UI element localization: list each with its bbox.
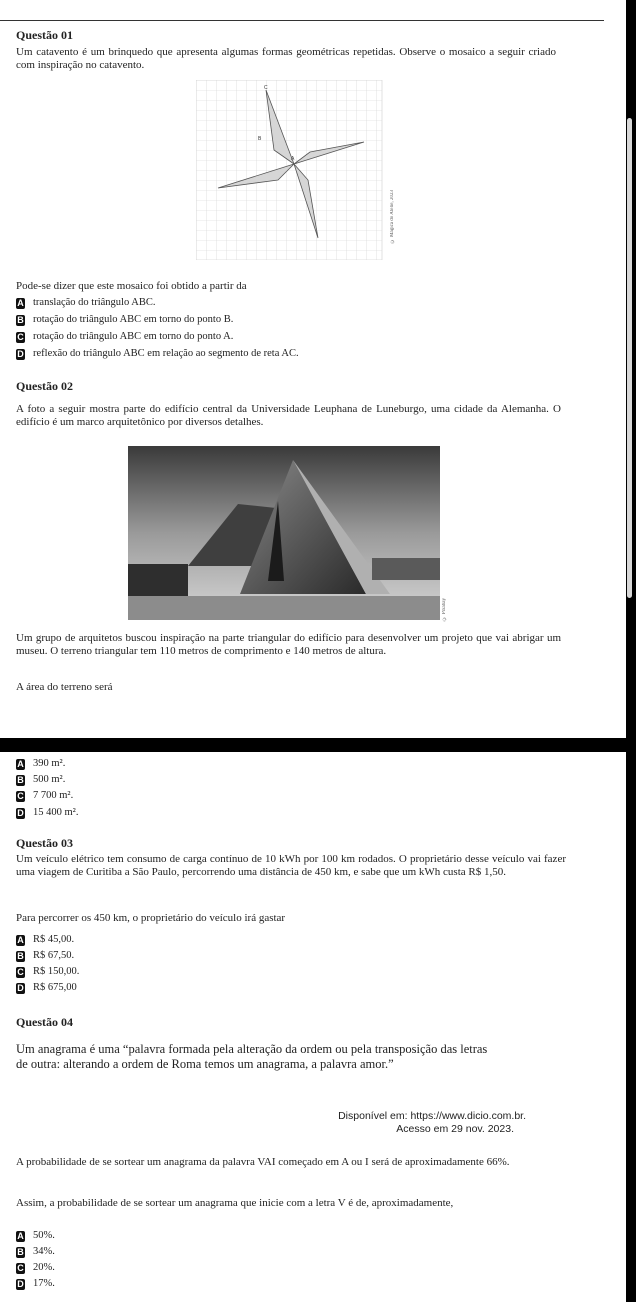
- question-01-intro: Um catavento é um brinquedo que apresenta algumas formas geométricas repetidas. Observe o mosaico a seguir criado com inspiração no catavento.: [16, 46, 556, 71]
- question-04-prompt: Assim, a probabilidade de se sortear um anagrama que inicie com a letra V é de, aproximadamente,: [16, 1197, 454, 1209]
- page-2: [0, 752, 626, 1302]
- option-c[interactable]: [16, 331, 233, 343]
- question-01-title: Questão 01: [16, 28, 73, 42]
- option-c[interactable]: [16, 790, 73, 802]
- option-letter: D: [17, 1279, 24, 1289]
- point-a-label: A: [291, 156, 295, 162]
- top-divider: [0, 20, 604, 21]
- option-a[interactable]: [16, 758, 65, 770]
- option-text: 50%.: [33, 1230, 55, 1241]
- option-text: rotação do triângulo ABC em torno do ponto B.: [33, 314, 234, 325]
- right-building: [372, 558, 440, 580]
- option-d[interactable]: [16, 348, 299, 360]
- option-b[interactable]: [16, 774, 65, 786]
- option-letter: C: [17, 332, 24, 342]
- scrollbar[interactable]: [627, 118, 632, 598]
- source-line-2: Acesso em 29 nov. 2023.: [396, 1123, 514, 1135]
- source-line-1: Disponível em: https://www.dicio.com.br.: [338, 1110, 526, 1122]
- figure-caption: © Mágica do Ateliê, 2023: [390, 190, 395, 244]
- option-text: R$ 45,00.: [33, 934, 75, 945]
- point-c-label: C: [264, 85, 268, 91]
- question-03-prompt: Para percorrer os 450 km, o proprietário do veículo irá gastar: [16, 912, 286, 924]
- option-letter: C: [17, 791, 24, 801]
- option-b[interactable]: [16, 314, 233, 326]
- plaza: [128, 596, 440, 620]
- question-04-body: A probabilidade de se sortear um anagrama da palavra VAI começado em A ou I será de aproximadamente 66%.: [16, 1156, 510, 1168]
- option-letter: A: [17, 298, 24, 308]
- option-text: R$ 67,50.: [33, 950, 75, 961]
- option-letter: C: [17, 1263, 24, 1273]
- option-d[interactable]: [16, 1278, 55, 1290]
- option-c[interactable]: [16, 1262, 55, 1274]
- option-text: 7 700 m².: [33, 790, 74, 801]
- option-text: 20%.: [33, 1262, 55, 1273]
- grid-background: [196, 80, 382, 260]
- option-d[interactable]: [16, 982, 77, 994]
- question-02-title: Questão 02: [16, 379, 73, 393]
- option-d[interactable]: [16, 807, 78, 819]
- question-03-intro: Um veículo elétrico tem consumo de carga contínuo de 10 kWh por 100 km rodados. O proprietário desse veículo vai fazer uma viagem de Curitiba a São Paulo, percorrendo uma distância de 450 km, e sabe que um kWh custa R$ 1,50.: [16, 853, 566, 878]
- option-a[interactable]: [16, 934, 74, 946]
- option-c[interactable]: [16, 966, 79, 978]
- option-text: R$ 150,00.: [33, 966, 80, 977]
- option-a[interactable]: [16, 297, 155, 309]
- option-b[interactable]: [16, 1246, 55, 1258]
- option-letter: C: [17, 967, 24, 977]
- pinwheel-figure: [196, 80, 392, 260]
- question-02-body: Um grupo de arquitetos buscou inspiração na parte triangular do edifício para desenvolver um projeto que vai abrigar um museu. O terreno triangular tem 110 metros de comprimento e 140 metros de altura.: [16, 632, 561, 657]
- question-04-title: Questão 04: [16, 1015, 73, 1029]
- option-letter: A: [17, 1231, 24, 1241]
- option-letter: A: [17, 935, 24, 945]
- option-letter: B: [17, 315, 24, 325]
- question-02-prompt: A área do terreno será: [16, 681, 113, 693]
- option-letter: D: [17, 808, 24, 818]
- option-text: rotação do triângulo ABC em torno do ponto A.: [33, 331, 234, 342]
- option-a[interactable]: [16, 1230, 55, 1242]
- option-text: 15 400 m².: [33, 807, 79, 818]
- question-04-quote: Um anagrama é uma “palavra formada pela alteração da ordem ou pela transposição das letras de outra: alterando a ordem de Roma temos um anagrama, a palavra amor.”: [16, 1042, 488, 1071]
- option-letter: B: [17, 951, 24, 961]
- option-text: 390 m².: [33, 758, 66, 769]
- option-letter: D: [17, 349, 24, 359]
- option-text: reflexão do triângulo ABC em relação ao segmento de reta AC.: [33, 348, 299, 359]
- option-text: 500 m².: [33, 774, 66, 785]
- question-03-title: Questão 03: [16, 836, 73, 850]
- question-01-prompt: Pode-se dizer que este mosaico foi obtido a partir da: [16, 280, 247, 292]
- option-text: translação do triângulo ABC.: [33, 297, 156, 308]
- option-letter: A: [17, 759, 24, 769]
- option-letter: B: [17, 775, 24, 785]
- option-text: 17%.: [33, 1278, 55, 1289]
- trees: [128, 564, 188, 596]
- option-b[interactable]: [16, 950, 74, 962]
- point-b-label: B: [258, 136, 262, 142]
- option-letter: B: [17, 1247, 24, 1257]
- photo-caption: © Pixabay: [442, 598, 447, 621]
- option-text: R$ 675,00: [33, 982, 77, 993]
- question-02-intro: A foto a seguir mostra parte do edifício central da Universidade Leuphana de Luneburgo, uma cidade da Alemanha. O edifício é um marco arquitetônico por diversos detalhes.: [16, 403, 561, 428]
- building-photo: [128, 446, 440, 620]
- option-letter: D: [17, 983, 24, 993]
- option-text: 34%.: [33, 1246, 55, 1257]
